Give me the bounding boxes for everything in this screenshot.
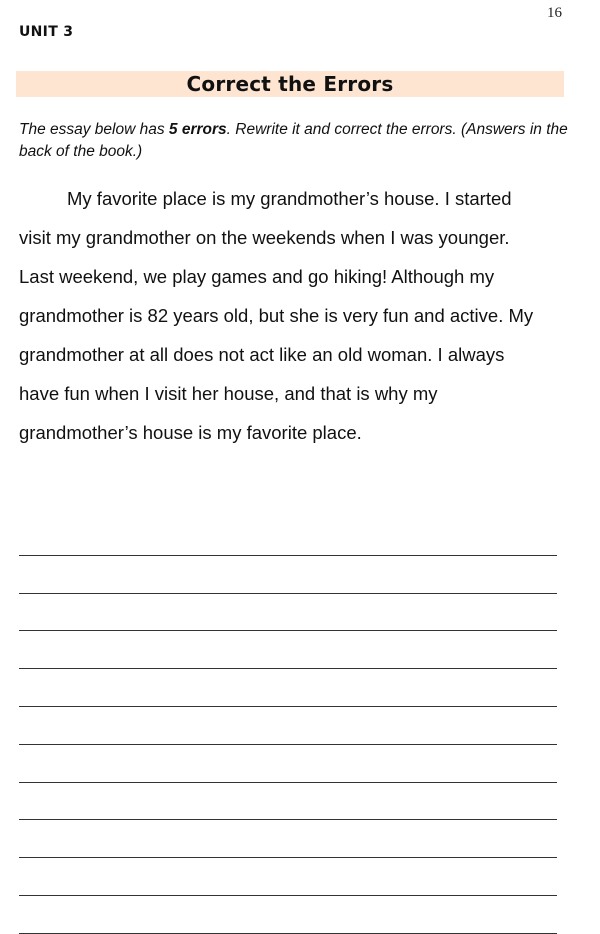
essay-line: My favorite place is my grandmother’s house. I started [67, 188, 512, 209]
essay-line: have fun when I visit her house, and that is why my [19, 383, 438, 404]
writing-line[interactable] [19, 783, 557, 821]
writing-lines [19, 518, 557, 934]
writing-line[interactable] [19, 745, 557, 783]
instructions-text-end: . Rewrite it and correct the errors. (Answers in the back of the book.) [19, 121, 568, 160]
essay [19, 184, 579, 457]
writing-line[interactable] [19, 896, 557, 934]
page-title: Correct the Errors [186, 72, 394, 96]
essay-line: grandmother at all does not act like an old woman. I always [19, 344, 505, 365]
page-number: 16 [547, 5, 562, 21]
writing-line[interactable] [19, 858, 557, 896]
writing-line[interactable] [19, 594, 557, 632]
essay-line: grandmother is 82 years old, but she is very fun and active. My [19, 305, 534, 326]
unit-label: UNIT 3 [19, 24, 74, 40]
writing-line[interactable] [19, 518, 557, 556]
writing-line[interactable] [19, 669, 557, 707]
writing-line[interactable] [19, 556, 557, 594]
instructions [19, 119, 579, 163]
essay-line: visit my grandmother on the weekends when I was younger. [19, 227, 510, 248]
writing-line[interactable] [19, 820, 557, 858]
writing-line[interactable] [19, 631, 557, 669]
essay-line: grandmother’s house is my favorite place. [19, 422, 362, 443]
instructions-text-start: The essay below has [19, 121, 169, 138]
title-band [16, 71, 564, 97]
writing-line[interactable] [19, 707, 557, 745]
instructions-error-count: 5 errors [168, 121, 227, 138]
essay-line: Last weekend, we play games and go hiking! Although my [19, 266, 495, 287]
